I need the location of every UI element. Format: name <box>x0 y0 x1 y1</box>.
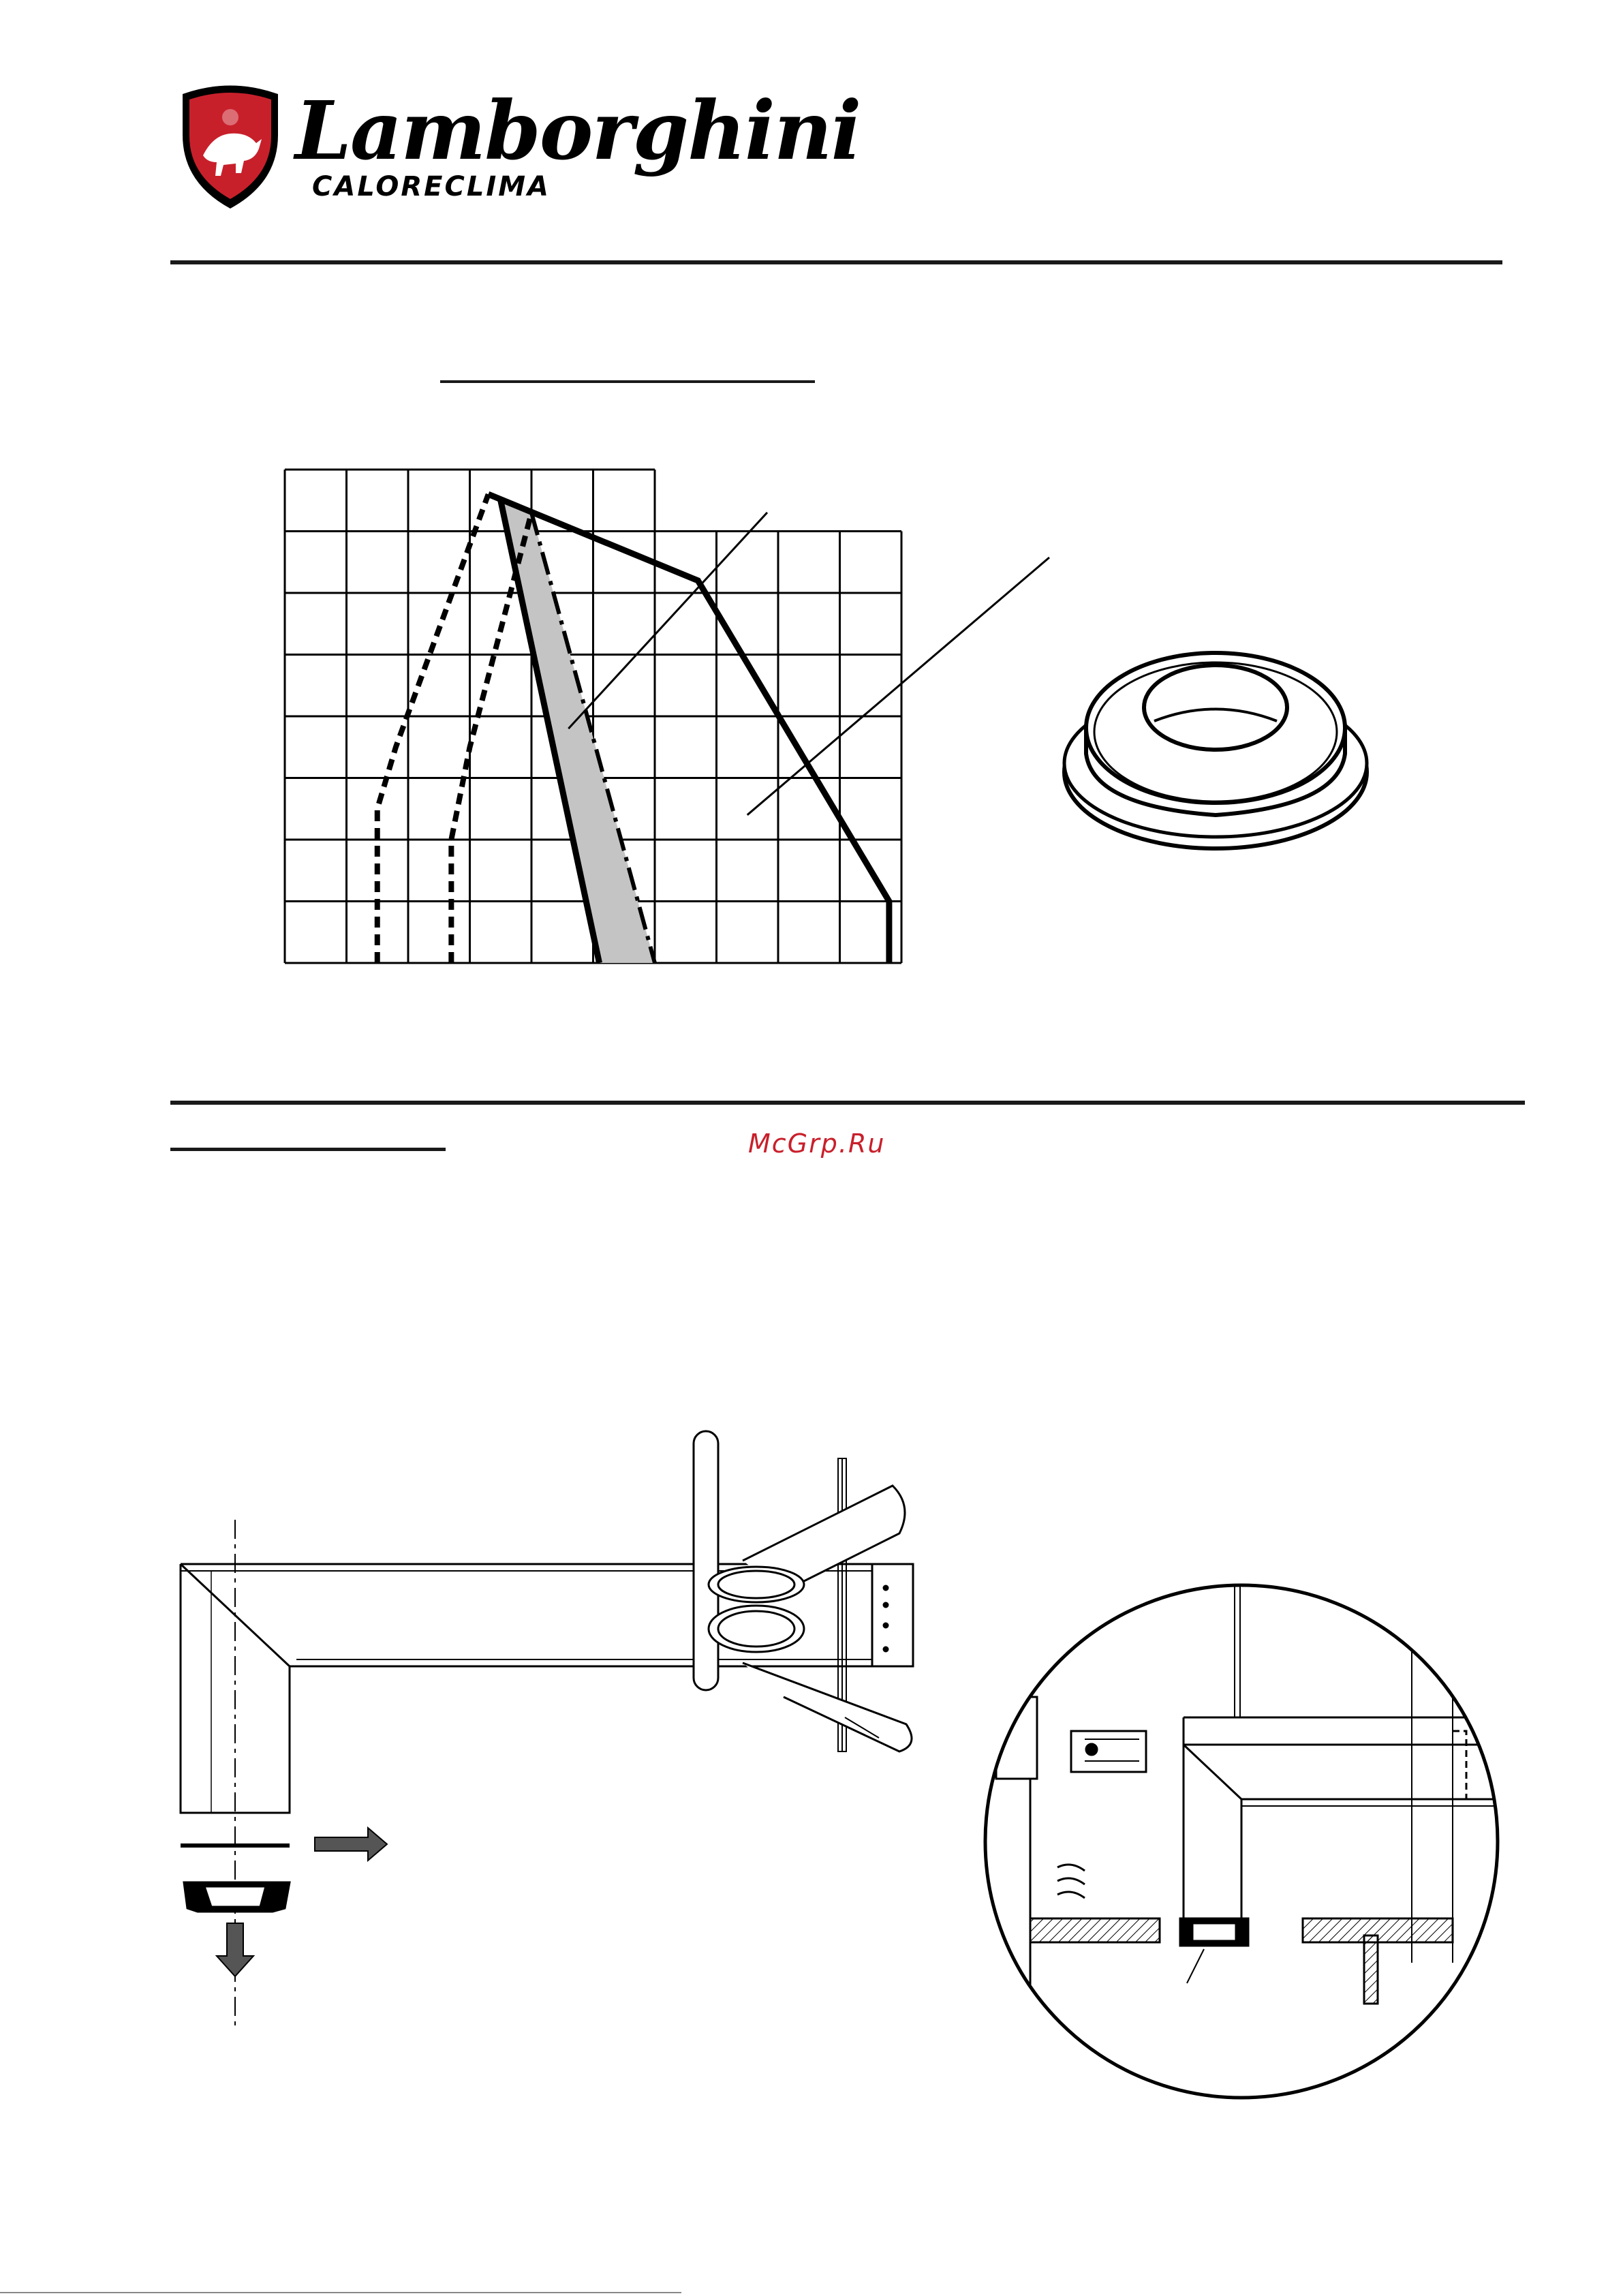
section-divider-rule <box>170 1101 1525 1105</box>
chart-series-line-1 <box>377 494 489 963</box>
chart-leader-lines <box>568 512 1049 815</box>
chart-series-line-4 <box>501 500 600 963</box>
brand-name: Lamborghini <box>295 83 861 178</box>
section-title-underline <box>440 380 815 383</box>
arrow-down-icon <box>217 1923 253 1976</box>
chart-leader-line-band <box>568 512 767 729</box>
brand-subline: CALORECLIMA <box>312 171 551 202</box>
subsection-title-underline <box>170 1148 446 1151</box>
footer-rule <box>0 2292 681 2293</box>
flue-pipe-assembly-drawing <box>170 1431 954 2113</box>
chart-series-line-5 <box>531 512 655 963</box>
chart-series-line-3 <box>489 494 889 963</box>
chart-grid <box>285 470 901 963</box>
bull-shield-icon <box>176 80 285 210</box>
chart-shaded-band <box>489 494 655 963</box>
chart-leader-line-curve <box>747 557 1049 815</box>
header-rule <box>170 260 1502 264</box>
arrow-right-icon <box>315 1828 387 1861</box>
watermark: McGrp.Ru <box>748 1129 886 1159</box>
flange-gasket-drawing <box>1052 632 1379 857</box>
chart-series-group <box>377 494 889 963</box>
chart-band-area <box>489 494 655 963</box>
detail-section-view <box>976 1581 1507 2099</box>
brand-logo <box>176 80 861 217</box>
chart-series-line-2 <box>451 512 531 963</box>
